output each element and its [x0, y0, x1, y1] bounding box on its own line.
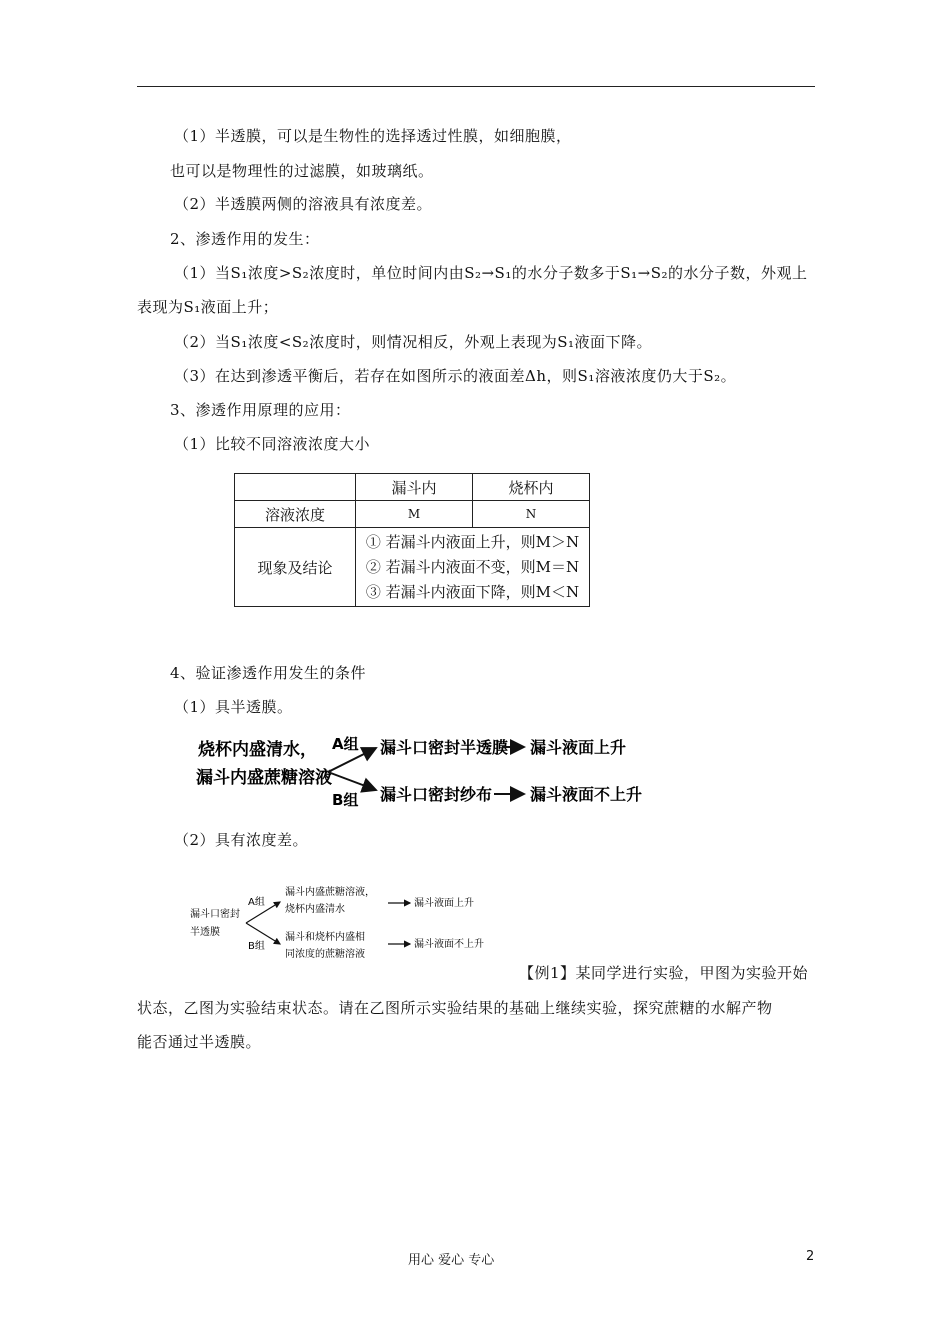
- diagram2-group-a: A组: [248, 897, 265, 908]
- para-line-15: 状态，乙图为实验结束状态。请在乙图所示实验结果的基础上继续实验，探究蔗糖的水解产物: [137, 999, 773, 1017]
- branch-arrow-b: [328, 772, 376, 790]
- para-line-2: 也可以是物理性的过滤膜，如玻璃纸。: [170, 162, 434, 180]
- para-line-6: 表现为S₁液面上升；: [137, 298, 279, 316]
- section-heading-3: 3、渗透作用原理的应用：: [170, 401, 351, 419]
- table-cell: 现象及结论: [235, 528, 356, 607]
- concentration-difference-diagram: [184, 880, 514, 965]
- table-cell: [235, 474, 356, 501]
- diagram1-start-line2: 漏斗内盛蔗糖溶液: [196, 768, 332, 788]
- diagram2-start-line2: 半透膜: [190, 927, 220, 938]
- table-results-cell: [356, 528, 590, 607]
- table-row: [235, 474, 590, 501]
- para-line-7: （2）当S₁浓度<S₂浓度时，则情况相反，外观上表现为S₁液面下降。: [174, 333, 652, 351]
- result-line: ② 若漏斗内液面不变，则M＝N: [365, 557, 580, 576]
- page-number: 2: [806, 1249, 815, 1264]
- table-cell: 溶液浓度: [235, 501, 356, 528]
- header-rule: [137, 86, 815, 87]
- diagram2-a-cond-line2: 烧杯内盛清水: [285, 904, 345, 915]
- para-line-5: （1）当S₁浓度>S₂浓度时，单位时间内由S₂→S₁的水分子数多于S₁→S₂的水分子数，外观上: [174, 264, 808, 282]
- diagram1-group-b: B组: [332, 791, 359, 809]
- para-line-1: （1）半透膜，可以是生物性的选择透过性膜，如细胞膜，: [174, 127, 572, 145]
- result-line: ③ 若漏斗内液面下降，则M＜N: [365, 582, 580, 601]
- para-line-13: （2）具有浓度差。: [174, 831, 309, 849]
- diagram2-b-cond-line1: 漏斗和烧杯内盛相: [285, 932, 365, 943]
- para-line-8: （3）在达到渗透平衡后，若存在如图所示的液面差Δh，则S₁溶液浓度仍大于S₂。: [174, 367, 737, 385]
- para-line-12: （1）具半透膜。: [174, 698, 293, 716]
- section-heading-2: 2、渗透作用的发生：: [170, 230, 320, 248]
- section-heading-4: 4、验证渗透作用发生的条件: [170, 664, 367, 682]
- table-header-funnel: 漏斗内: [356, 474, 473, 501]
- table-cell: M: [356, 501, 473, 528]
- example-heading: 【例1】某同学进行实验，甲图为实验开始: [519, 964, 809, 982]
- diagram2-group-b: B组: [248, 941, 265, 952]
- diagram1-start-line1: 烧杯内盛清水，: [198, 740, 317, 760]
- table-cell: N: [473, 501, 590, 528]
- para-line-16: 能否通过半透膜。: [137, 1033, 262, 1051]
- concentration-table: [234, 473, 590, 607]
- diagram1-b-result: 漏斗液面不上升: [530, 785, 643, 804]
- diagram2-b-result: 漏斗液面不上升: [414, 939, 484, 950]
- table-row: [235, 528, 590, 607]
- para-line-3: （2）半透膜两侧的溶液具有浓度差。: [174, 195, 433, 213]
- table-row: [235, 501, 590, 528]
- diagram1-b-step: 漏斗口密封纱布: [380, 785, 493, 804]
- diagram1-group-a: A组: [332, 735, 359, 753]
- diagram1-a-step: 漏斗口密封半透膜: [380, 738, 509, 757]
- diagram1-a-result: 漏斗液面上升: [530, 738, 627, 757]
- diagram2-a-cond-line1: 漏斗内盛蔗糖溶液，: [285, 887, 375, 898]
- para-line-10: （1）比较不同溶液浓度大小: [174, 435, 371, 453]
- diagram2-start-line1: 漏斗口密封: [190, 909, 240, 920]
- footer-motto: 用心 爱心 专心: [408, 1253, 495, 1268]
- diagram2-a-result: 漏斗液面上升: [414, 898, 474, 909]
- diagram2-b-cond-line2: 同浓度的蔗糖溶液: [285, 949, 365, 960]
- result-line: ① 若漏斗内液面上升，则M＞N: [365, 532, 580, 551]
- table-header-beaker: 烧杯内: [473, 474, 590, 501]
- semipermeable-membrane-diagram: [180, 730, 660, 810]
